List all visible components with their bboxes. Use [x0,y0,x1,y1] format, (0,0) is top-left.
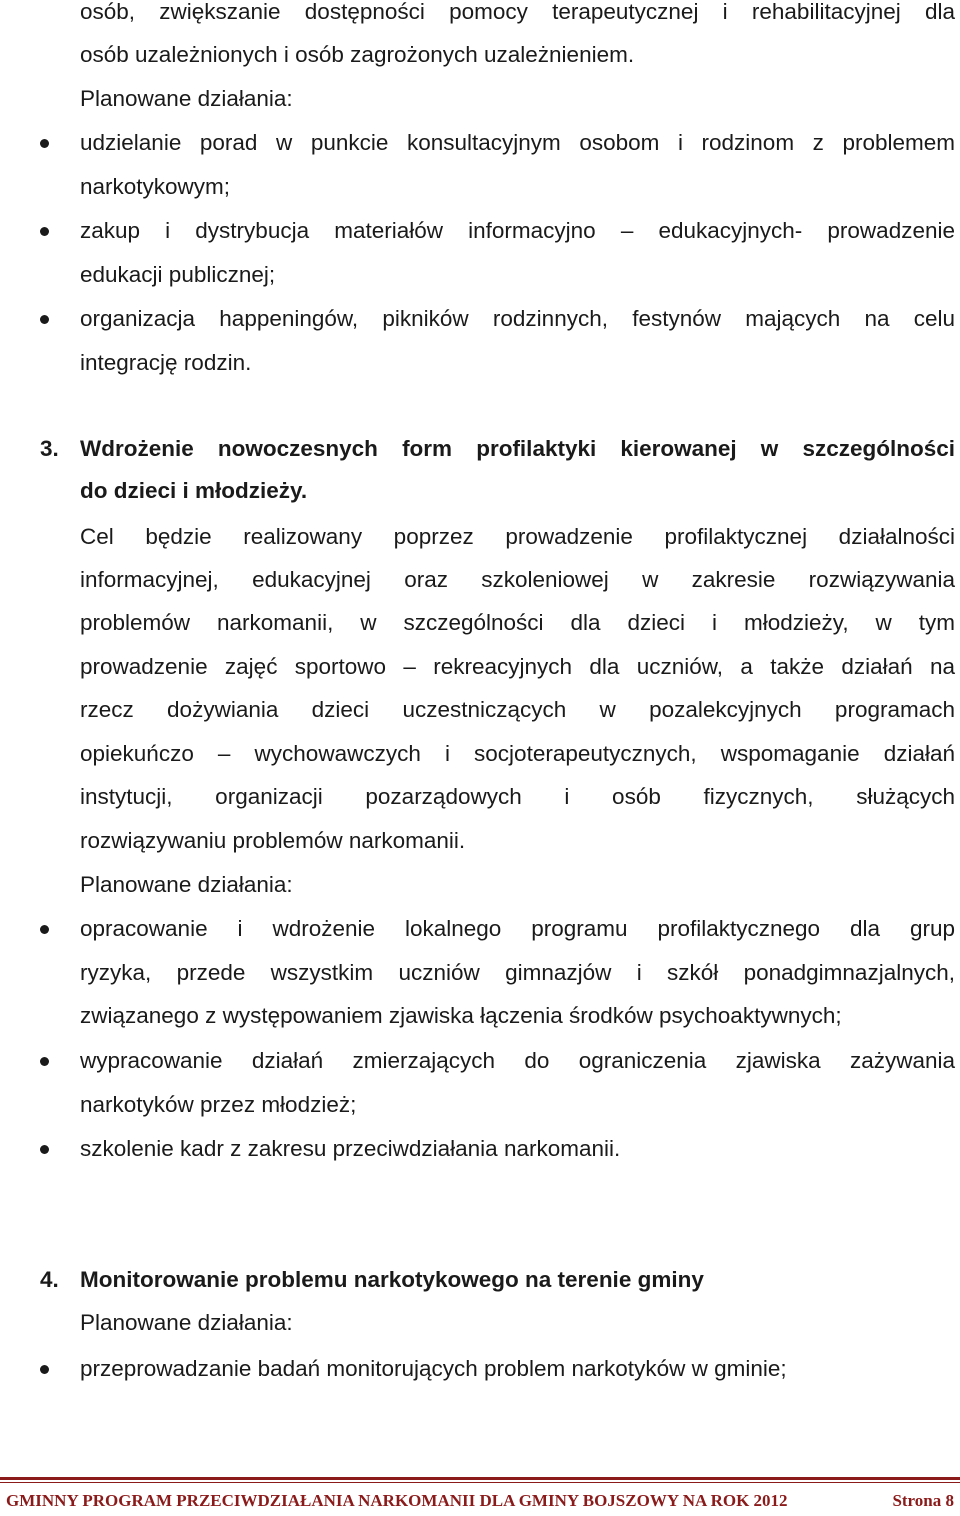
planned-actions-label: Planowane działania: [80,86,293,111]
paragraph-line: informacyjnej, edukacyjnej oraz szkoleniowej w zakresie rozwiązywania [80,567,955,592]
paragraph-line: osób uzależnionych i osób zagrożonych uzależnieniem. [80,42,635,67]
list-item-line: edukacji publicznej; [80,262,276,287]
list-item-line: przeprowadzanie badań monitorujących problem narkotyków w gminie; [80,1356,787,1381]
list-item-line: opracowanie i wdrożenie lokalnego programu profilaktycznego dla grup [80,916,955,941]
list-item-line: integrację rodzin. [80,350,252,375]
paragraph-line: rzecz dożywiania dzieci uczestniczących w pozalekcyjnych programach [80,697,955,722]
bullet-icon [40,315,49,324]
list-item-line: narkotykowym; [80,174,231,199]
section-heading: Monitorowanie problemu narkotykowego na terenie gminy [80,1267,704,1292]
bullet-icon [40,227,49,236]
bullet-icon [40,139,49,148]
footer-title: GMINNY PROGRAM PRZECIWDZIAŁANIA NARKOMANII DLA GMINY BOJSZOWY NA ROK 2012 [6,1491,788,1510]
planned-actions-label: Planowane działania: [80,872,293,897]
section-number: 4. [40,1267,59,1292]
list-item-line: organizacja happeningów, pikników rodzinnych, festynów mających na celu [80,306,955,331]
footer-rule [0,1482,960,1483]
paragraph-line: opiekuńczo – wychowawczych i socjoterapeutycznych, wspomaganie działań [80,741,955,766]
bullet-icon [40,1145,49,1154]
bullet-icon [40,1057,49,1066]
paragraph-line: Cel będzie realizowany poprzez prowadzenie profilaktycznej działalności [80,524,955,549]
planned-actions-label: Planowane działania: [80,1310,293,1335]
list-item-line: związanego z występowaniem zjawiska łączenia środków psychoaktywnych; [80,1003,842,1028]
paragraph-line: rozwiązywaniu problemów narkomanii. [80,828,466,853]
list-item-line: ryzyka, przede wszystkim uczniów gimnazjów i szkół ponadgimnazjalnych, [80,960,955,985]
bullet-icon [40,925,49,934]
section-heading: do dzieci i młodzieży. [80,478,308,503]
bullet-icon [40,1365,49,1374]
paragraph-line: problemów narkomanii, w szczególności dla dzieci i młodzieży, w tym [80,610,955,635]
list-item-line: wypracowanie działań zmierzających do ograniczenia zjawiska zażywania [80,1048,955,1073]
list-item-line: szkolenie kadr z zakresu przeciwdziałania narkomanii. [80,1136,621,1161]
footer-rule [0,1477,960,1480]
list-item-line: narkotyków przez młodzież; [80,1092,357,1117]
paragraph-line: osób, zwiększanie dostępności pomocy terapeutycznej i rehabilitacyjnej dla [80,0,955,24]
paragraph-line: prowadzenie zajęć sportowo – rekreacyjnych dla uczniów, a także działań na [80,654,955,679]
section-number: 3. [40,436,59,461]
list-item-line: udzielanie porad w punkcie konsultacyjnym osobom i rodzinom z problemem [80,130,955,155]
paragraph-line: instytucji, organizacji pozarządowych i osób fizycznych, służących [80,784,955,809]
section-heading: Wdrożenie nowoczesnych form profilaktyki kierowanej w szczególności [80,436,955,461]
page-number: Strona 8 [892,1491,954,1510]
list-item-line: zakup i dystrybucja materiałów informacyjno – edukacyjnych- prowadzenie [80,218,955,243]
